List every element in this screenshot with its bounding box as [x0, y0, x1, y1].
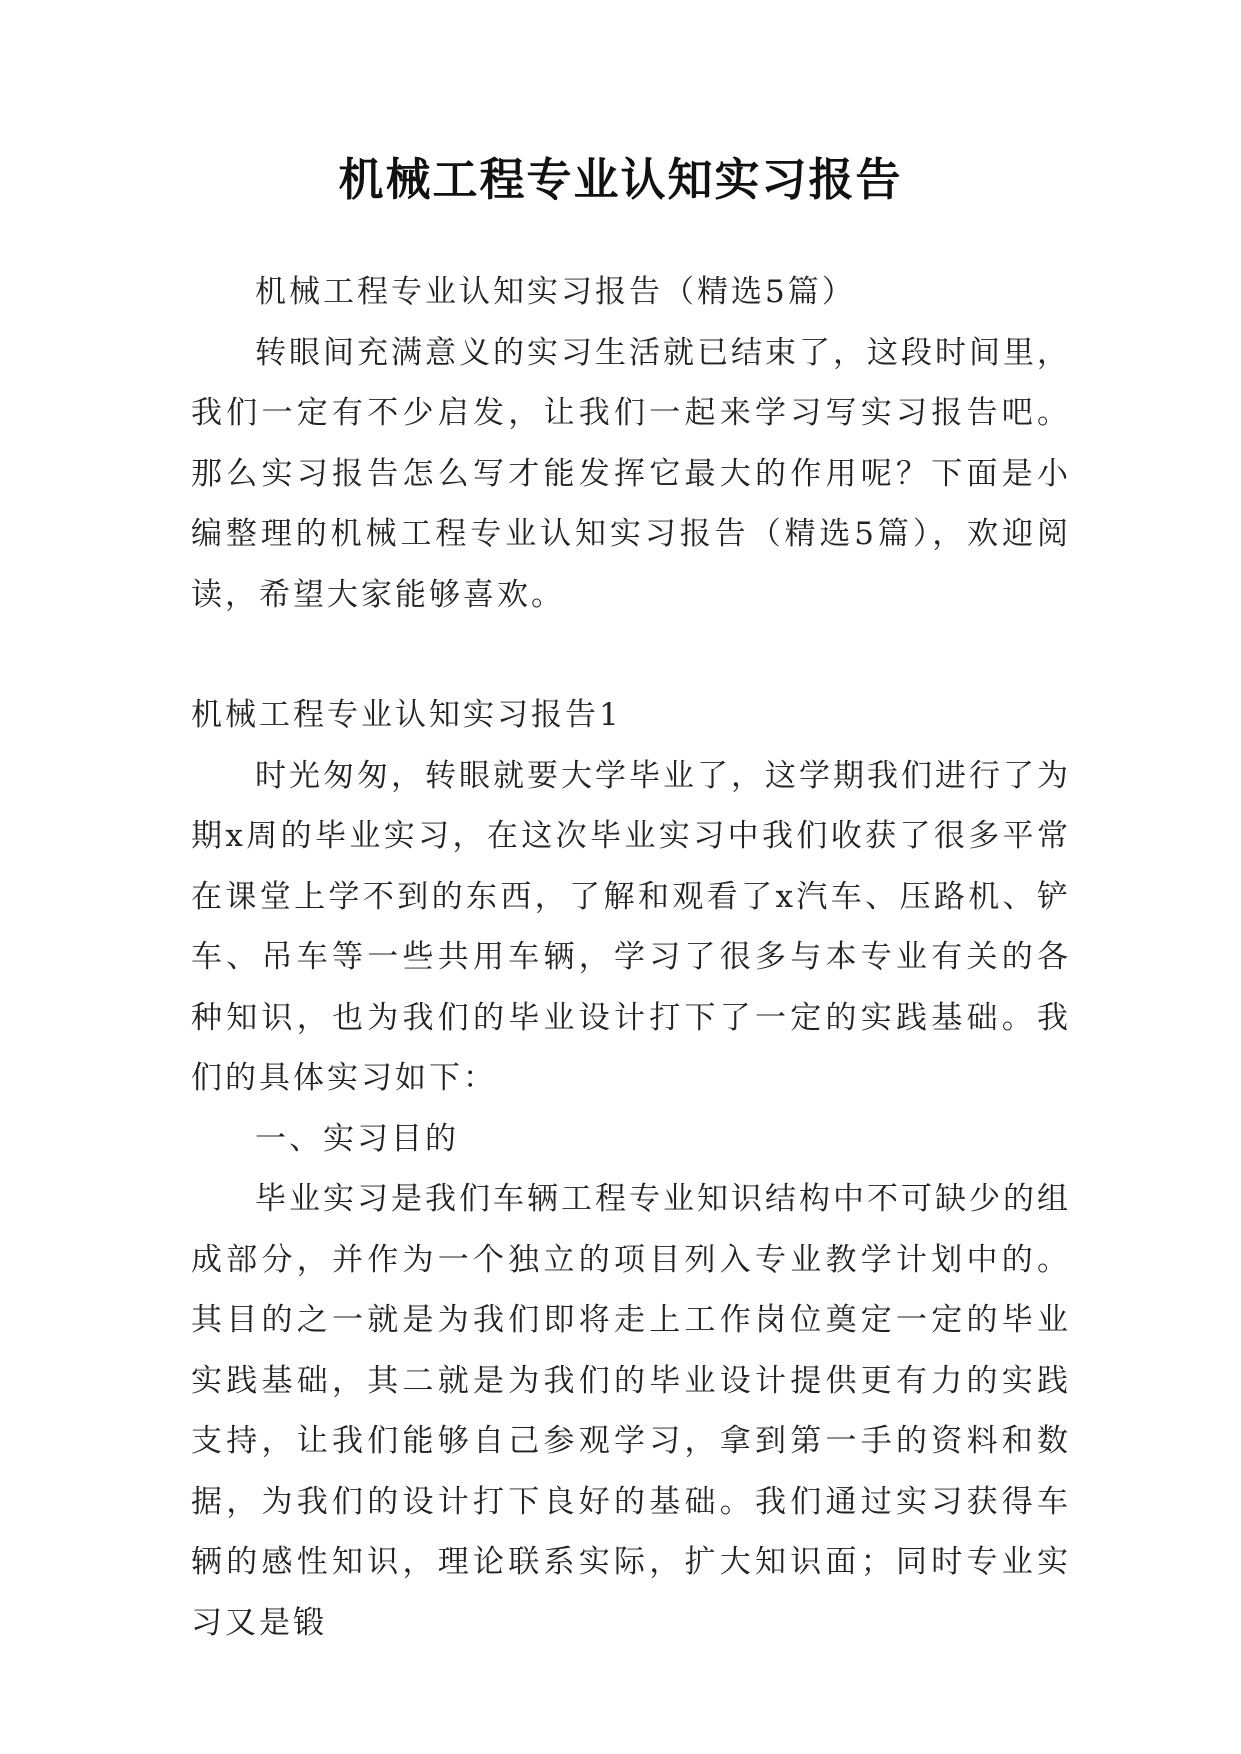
section-paragraph-1: 时光匆匆，转眼就要大学毕业了，这学期我们进行了为期x周的毕业实习，在这次毕业实习中我们收获了很多平常在课堂上学不到的东西，了解和观看了x汽车、压路机、铲车、吊车等一些共用车辆，学习了很多与本专业有关的各种知识，也为我们的毕业设计打下了一定的实践基础。我们的具体实习如下： — [191, 757, 1071, 1096]
document-title: 机械工程专业认知实习报告 — [338, 153, 903, 206]
section-heading: 机械工程专业认知实习报告1 — [191, 697, 622, 733]
section-paragraph-2: 毕业实习是我们车辆工程专业知识结构中不可缺少的组成部分，并作为一个独立的项目列入专业教学计划中的。其目的之一就是为我们即将走上工作岗位奠定一定的毕业实践基础，其二就是为我们的毕业设计提供更有力的实践支持，让我们能够自己参观学习，拿到第一手的资料和数据，为我们的设计打下良好的基础。我们通过实习获得车辆的感性知识，理论联系实际，扩大知识面；同时专业实习又是锻 — [191, 1181, 1071, 1641]
document-body — [191, 262, 1071, 1653]
paragraph-spacer — [191, 625, 1071, 685]
intro-paragraph: 转眼间充满意义的实习生活就已结束了，这段时间里，我们一定有不少启发，让我们一起来学习写实习报告吧。那么实习报告怎么写才能发挥它最大的作用呢？下面是小编整理的机械工程专业认知实习报告（精选5篇），欢迎阅读，希望大家能够喜欢。 — [191, 334, 1071, 613]
document-subtitle: 机械工程专业认知实习报告（精选5篇） — [255, 274, 856, 310]
section-subheading: 一、实习目的 — [255, 1120, 459, 1157]
